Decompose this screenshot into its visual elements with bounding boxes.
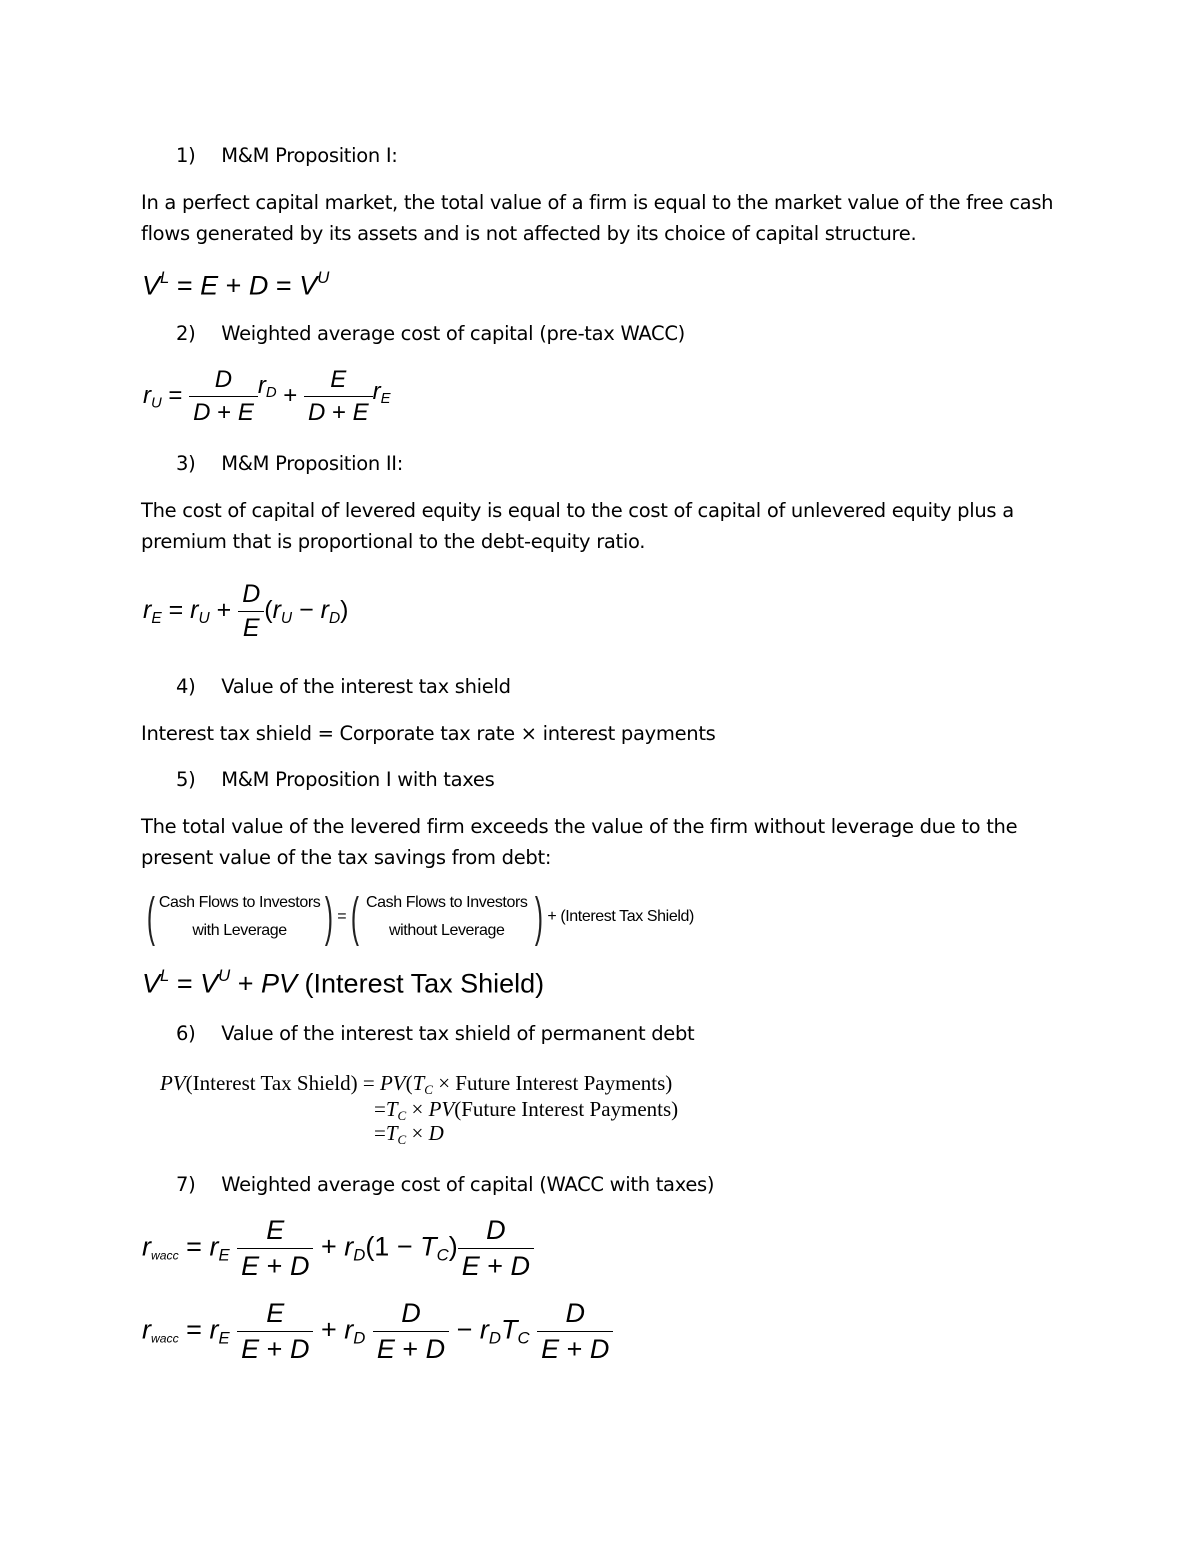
paragraph-line: In a perfect capital market, the total value of a firm is equal to the market value of the free cash	[141, 191, 1054, 214]
equation-perm-debt-line3: $=T_C \times D$	[374, 1121, 444, 1147]
section-number: 1)	[176, 144, 196, 167]
interest-tax-shield-term: + (Interest Tax Shield)	[547, 908, 694, 925]
paragraph-line: flows generated by its assets and is not affected by its choice of capital structure.	[141, 222, 917, 245]
section-heading-2	[176, 322, 685, 345]
equation-perm-debt-line1: PV(Interest Tax Shield) = $PV(T_C$ × Future Interest Payments)	[160, 1071, 673, 1097]
paragraph-line: The cost of capital of levered equity is equal to the cost of capital of unlevered equity plus a	[141, 499, 1014, 522]
section-title: Value of the interest tax shield of permanent debt	[221, 1022, 695, 1045]
equation-wacc-taxes-1: $r_{wacc} = r_E$ $\frac{E}{E + D}$ + $r_D(1 - T_C)$ $\frac{D}{E + D}$	[142, 1215, 534, 1282]
section-title: Weighted average cost of capital (pre-tax WACC)	[221, 322, 685, 345]
section-heading-1	[176, 144, 398, 167]
section-heading-4	[176, 675, 511, 698]
section-heading-3	[176, 452, 403, 475]
equation-vl-with-taxes: $V^L = V^U$ + PV (Interest Tax Shield)	[142, 966, 545, 999]
section-number: 5)	[176, 768, 196, 791]
cash-flows-unlevered-line1: Cash Flows to Investors	[365, 894, 528, 911]
section-heading-7	[176, 1173, 714, 1196]
perm-debt-rhs1: × Future Interest Payments)	[438, 1071, 673, 1095]
equation-wacc-taxes-2: $r_{wacc} = r_E$ $\frac{E}{E + D}$ + $r_D$ $\frac{D}{E + D}$ − $r_DT_C$ $\frac{D}{E + D}$	[142, 1298, 613, 1365]
pv-label: (Interest Tax Shield)	[304, 968, 545, 999]
section-number: 3)	[176, 452, 196, 475]
section-title: M&M Proposition I:	[221, 144, 398, 167]
paragraph-line: Interest tax shield = Corporate tax rate × interest payments	[141, 722, 716, 745]
paragraph-line: premium that is proportional to the debt-equity ratio.	[141, 530, 646, 553]
section-number: 6)	[176, 1022, 196, 1045]
section-number: 4)	[176, 675, 196, 698]
section-title: Value of the interest tax shield	[221, 675, 511, 698]
perm-debt-arg: (Interest Tax Shield) =	[185, 1071, 375, 1095]
equation-mm-prop-2: $r_E = r_U$ + $\frac{D}{E}$ $(r_U - r_D)$	[143, 580, 349, 642]
perm-debt-rhs2: (Future Interest Payments)	[454, 1097, 679, 1121]
cash-flows-unlevered-line2: without Leverage	[389, 922, 505, 939]
section-heading-5	[176, 768, 494, 791]
section-title: M&M Proposition II:	[221, 452, 404, 475]
equation-cash-flows: ( Cash Flows to Investors with Leverage ) =( Cash Flows to Investors without Leverage ) + (Interest Tax Shield)	[146, 887, 694, 947]
cash-flows-levered-line2: with Leverage	[192, 922, 287, 939]
section-number: 2)	[176, 322, 196, 345]
section-number: 7)	[176, 1173, 196, 1196]
paragraph-line: present value of the tax savings from debt:	[141, 846, 552, 869]
equation-mm-prop-1: $V^L = E + D = V^U$	[142, 268, 330, 301]
section-heading-6	[176, 1022, 694, 1045]
equation-perm-debt-line2: $=T_C$ × PV(Future Interest Payments)	[374, 1097, 679, 1123]
section-title: M&M Proposition I with taxes	[221, 768, 495, 791]
equation-pretax-wacc: $r_U$ = $\frac{D}{D + E}$ $r^D$ + $\frac{E}{D + E}$ $r_E$	[143, 366, 391, 426]
section-title: Weighted average cost of capital (WACC with taxes)	[221, 1173, 715, 1196]
paragraph-line: The total value of the levered firm exceeds the value of the firm without leverage due to the	[141, 815, 1018, 838]
cash-flows-levered-line1: Cash Flows to Investors	[158, 894, 321, 911]
